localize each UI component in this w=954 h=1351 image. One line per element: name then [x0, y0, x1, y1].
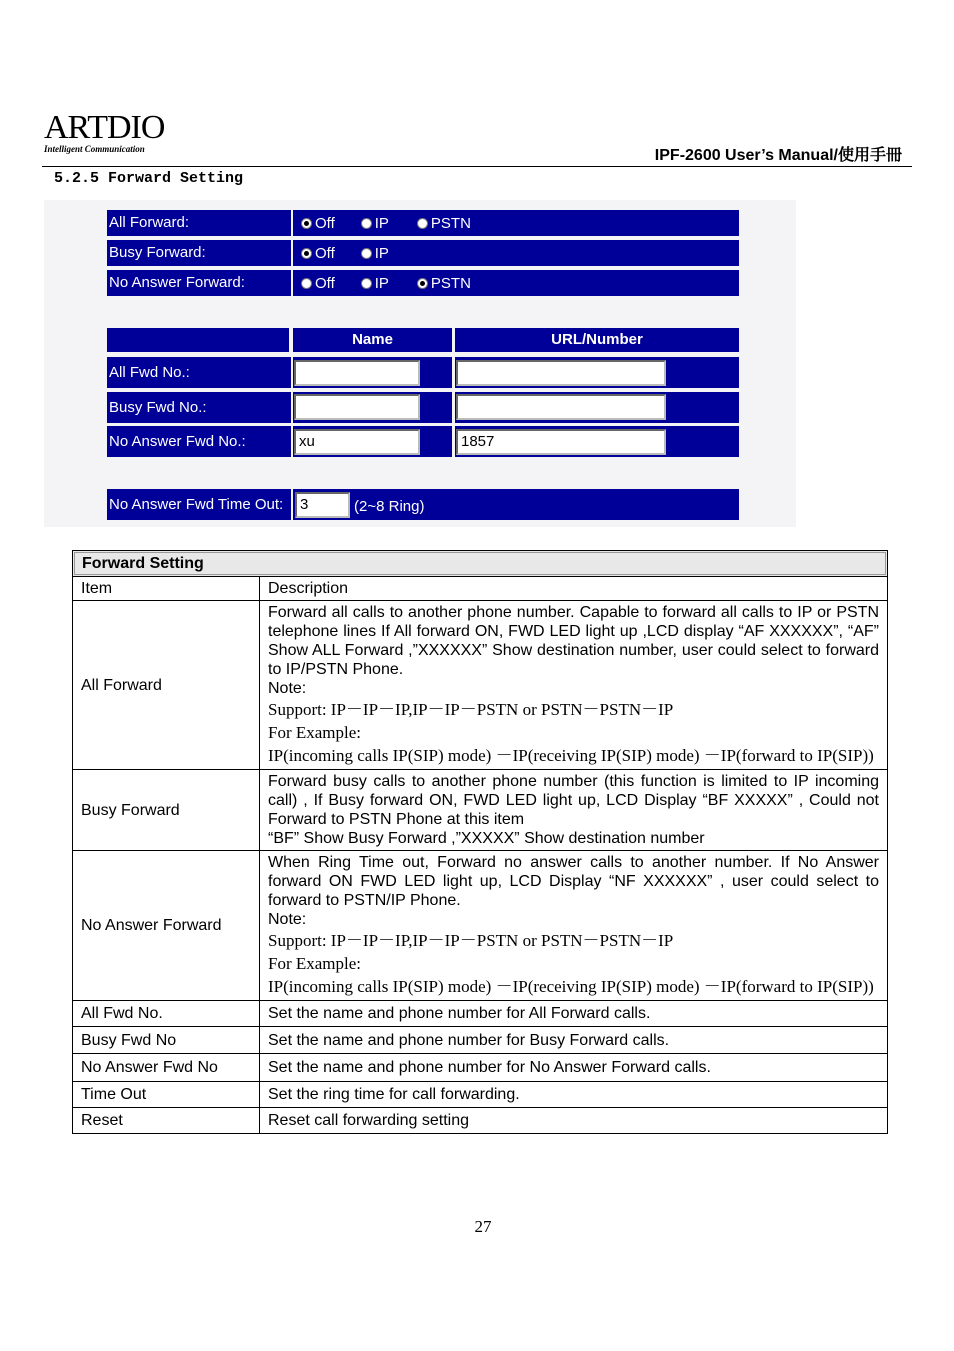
no-answer-forward-radio-off[interactable]: Off	[301, 275, 335, 292]
artdio-logo	[44, 110, 184, 154]
table-row	[73, 1082, 888, 1108]
all-fwd-name-input[interactable]	[294, 360, 420, 386]
busy-forward-options	[293, 240, 739, 266]
no-answer-forward-radio-ip[interactable]: IP	[361, 275, 389, 292]
busy-fwd-name-input[interactable]	[294, 394, 420, 420]
row-description: Forward busy calls to another phone number (this function is limited to IP incoming call) , If Busy forward ON, FWD LED light up, LCD Display “BF XXXXX” , Could not Forward to PSTN Phone at this item “BF” Show Busy Forward ,”XXXXX” Show destination number	[260, 770, 888, 851]
all-forward-options	[293, 210, 739, 236]
busy-forward-radio-ip[interactable]: IP	[361, 245, 389, 262]
busy-forward-label: Busy Forward:	[107, 240, 291, 266]
row-item: All Forward	[73, 601, 260, 770]
all-fwd-number-input[interactable]	[456, 360, 666, 386]
table-row	[73, 1027, 888, 1054]
row-description: When Ring Time out, Forward no answer calls to another number. If No Answer forward ON FWD LED light up, LCD Display “NF XXXXXX” , user could select to forward to PSTN/IP Phone. Note: Support: IP－IP－IP,IP－IP－PSTN or PSTN－PSTN－IP For Example: IP(incoming calls IP(SIP) mode) －IP(receiving IP(SIP) mode) －IP(forward to IP(SIP))	[260, 851, 888, 1001]
table-title-row	[73, 551, 888, 577]
no-answer-forward-options	[293, 270, 739, 296]
table-row	[73, 601, 888, 770]
table-row	[73, 1054, 888, 1082]
no-answer-fwd-name-input[interactable]: xu	[294, 429, 420, 455]
col-name-header: Name	[293, 328, 452, 352]
row-item: All Fwd No.	[73, 1001, 260, 1027]
row-item: Reset	[73, 1108, 260, 1134]
all-forward-radio-ip[interactable]: IP	[361, 215, 389, 232]
timeout-input[interactable]: 3	[295, 492, 350, 518]
no-answer-forward-label: No Answer Forward:	[107, 270, 291, 296]
row-description: Set the name and phone number for No Answer Forward calls.	[260, 1054, 888, 1082]
row-item: No Answer Forward	[73, 851, 260, 1001]
table-row	[73, 851, 888, 1001]
logo-tagline: Intelligent Communication	[44, 144, 145, 154]
busy-fwd-no-label: Busy Fwd No.:	[107, 392, 291, 423]
table-row	[73, 1108, 888, 1134]
row-item: Time Out	[73, 1082, 260, 1108]
logo-main: ARTDIO	[44, 109, 165, 146]
row-item: No Answer Fwd No	[73, 1054, 260, 1082]
busy-fwd-number-input[interactable]	[456, 394, 666, 420]
forward-setting-screenshot	[44, 200, 796, 527]
no-answer-forward-radio-pstn[interactable]: PSTN	[417, 275, 471, 292]
section-title: 5.2.5 Forward Setting	[54, 170, 244, 187]
forward-setting-table	[72, 550, 888, 1134]
all-forward-radio-off[interactable]: Off	[301, 215, 335, 232]
no-answer-fwd-no-label: No Answer Fwd No.:	[107, 426, 291, 457]
row-description: Set the name and phone number for Busy Forward calls.	[260, 1027, 888, 1054]
page-number: 27	[474, 1217, 492, 1236]
col-description-header: Description	[260, 577, 888, 601]
no-answer-fwd-number-input[interactable]: 1857	[456, 429, 666, 455]
row-description: Set the name and phone number for All Forward calls.	[260, 1001, 888, 1027]
row-item: Busy Forward	[73, 770, 260, 851]
row-description: Forward all calls to another phone number. Capable to forward all calls to IP or PSTN telephone lines If All forward ON, FWD LED light up ,LCD display “AF XXXXXX”, “AF” Show ALL Forward ,”XXXXXX” Show destination number, user could select to forward to IP/PSTN Phone. Note: Support: IP－IP－IP,IP－IP－PSTN or PSTN－PSTN－IP For Example: IP(incoming calls IP(SIP) mode) －IP(receiving IP(SIP) mode) －IP(forward to IP(SIP))	[260, 601, 888, 770]
col-item-header: Item	[73, 577, 260, 601]
row-item: Busy Fwd No	[73, 1027, 260, 1054]
timeout-hint: (2~8 Ring)	[354, 498, 425, 515]
col-url-header: URL/Number	[455, 328, 739, 352]
timeout-label: No Answer Fwd Time Out:	[107, 489, 291, 520]
manual-title: IPF-2600 User’s Manual/使用手冊	[654, 147, 902, 164]
all-forward-radio-pstn[interactable]: PSTN	[417, 215, 471, 232]
table-header-row	[73, 577, 888, 601]
all-forward-label: All Forward:	[107, 210, 291, 236]
table-row	[73, 770, 888, 851]
table-title: Forward Setting	[73, 551, 888, 577]
row-description: Reset call forwarding setting	[260, 1108, 888, 1134]
busy-forward-radio-off[interactable]: Off	[301, 245, 335, 262]
all-fwd-no-label: All Fwd No.:	[107, 357, 291, 388]
row-description: Set the ring time for call forwarding.	[260, 1082, 888, 1108]
table-header-blank	[107, 328, 289, 352]
header-rule	[42, 166, 912, 167]
table-row	[73, 1001, 888, 1027]
